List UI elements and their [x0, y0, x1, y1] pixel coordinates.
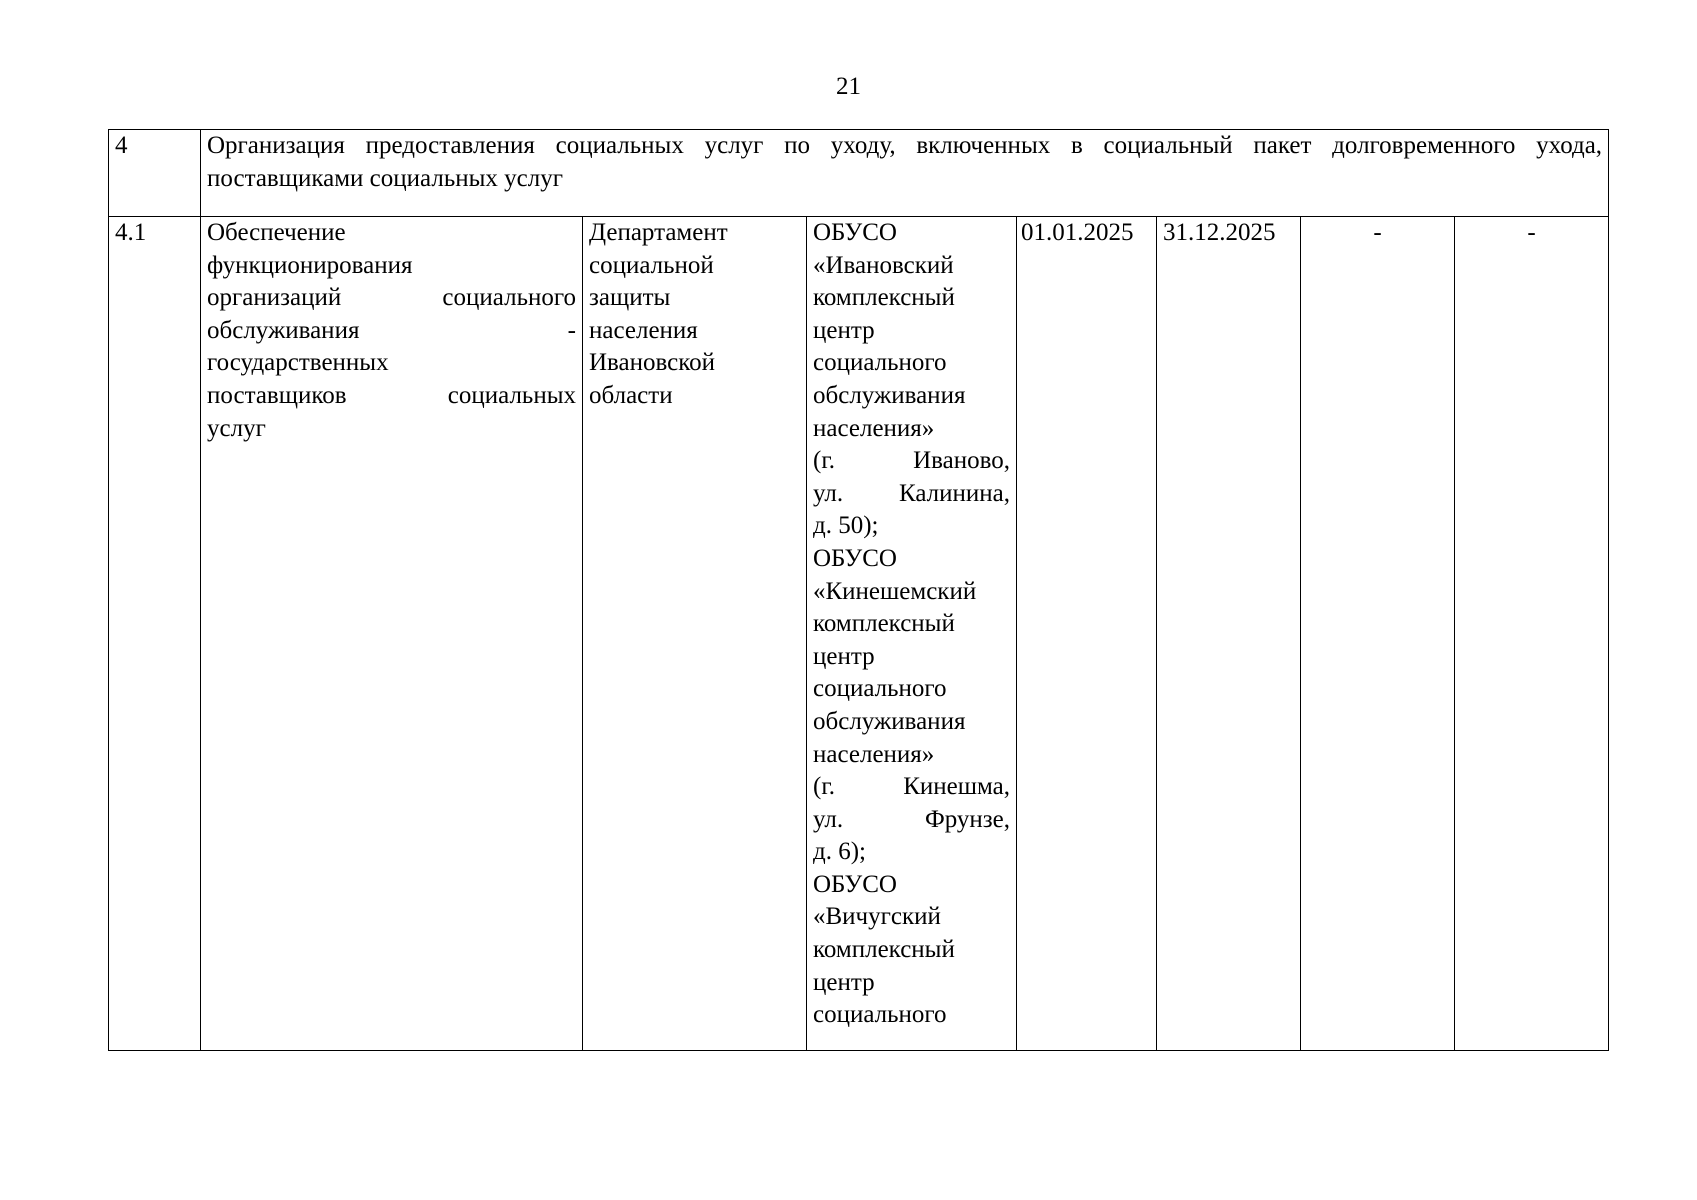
responsible-line: Департамент [589, 219, 728, 246]
responsible-line: защиты [589, 284, 671, 312]
executor-line: ОБУСО [813, 870, 897, 898]
executor-line: социального [813, 675, 947, 703]
plan-table [108, 129, 1609, 1051]
item-end-date: 31.12.2025 [1157, 217, 1301, 1051]
executor-line: обслуживания [813, 707, 966, 735]
executor-line: ул. Калинина, [813, 479, 1010, 507]
executor-line: ОБУСО [813, 219, 897, 246]
executor-line: «Ивановский [813, 251, 954, 279]
description-line: государственных [207, 349, 389, 377]
item-col8: - [1455, 217, 1609, 1051]
responsible-line: Ивановской [589, 349, 716, 377]
section-title: Организация предоставления социальных услуг по уходу, включенных в социальный пакет долговременного ухода, поставщиками социальных услуг [201, 130, 1609, 217]
section-number: 4 [109, 130, 201, 217]
description-line: организаций социального [207, 284, 576, 312]
item-description [201, 217, 583, 1051]
executor-line: «Кинешемский [813, 577, 977, 605]
executor-line: комплексный [813, 936, 955, 964]
executor-line: (г. Кинешма, [813, 773, 1010, 801]
description-line: обслуживания - [207, 316, 576, 344]
executor-line: обслуживания [813, 381, 966, 409]
executor-line: ОБУСО [813, 544, 897, 572]
executor-line: комплексный [813, 284, 955, 312]
executor-line: ул. Фрунзе, [813, 805, 1010, 833]
page-number: 21 [836, 73, 861, 100]
description-line: поставщиков социальных [207, 381, 576, 409]
item-executors [807, 217, 1017, 1051]
executor-line: социального [813, 1001, 947, 1029]
executor-line: населения» [813, 414, 935, 442]
item-responsible [583, 217, 807, 1051]
section-row [109, 130, 1609, 217]
item-row [109, 217, 1609, 1051]
executor-line: «Вичугский [813, 903, 941, 931]
executor-line: комплексный [813, 610, 955, 638]
responsible-line: области [589, 381, 673, 409]
executor-line: (г. Иваново, [813, 447, 1010, 475]
item-start-date: 01.01.2025 [1017, 217, 1157, 1051]
item-col7: - [1301, 217, 1455, 1051]
responsible-line: социальной [589, 251, 714, 279]
executor-line: социального [813, 349, 947, 377]
executor-line: центр [813, 968, 875, 996]
description-line: Обеспечение [207, 219, 346, 246]
executor-line: д. 6); [813, 838, 866, 866]
description-line: услуг [207, 414, 266, 442]
responsible-line: населения [589, 316, 698, 344]
executor-line: центр [813, 642, 875, 670]
description-line: функционирования [207, 251, 413, 279]
executor-line: д. 50); [813, 512, 879, 540]
item-number: 4.1 [109, 217, 201, 1051]
executor-line: населения» [813, 740, 935, 768]
executor-line: центр [813, 316, 875, 344]
